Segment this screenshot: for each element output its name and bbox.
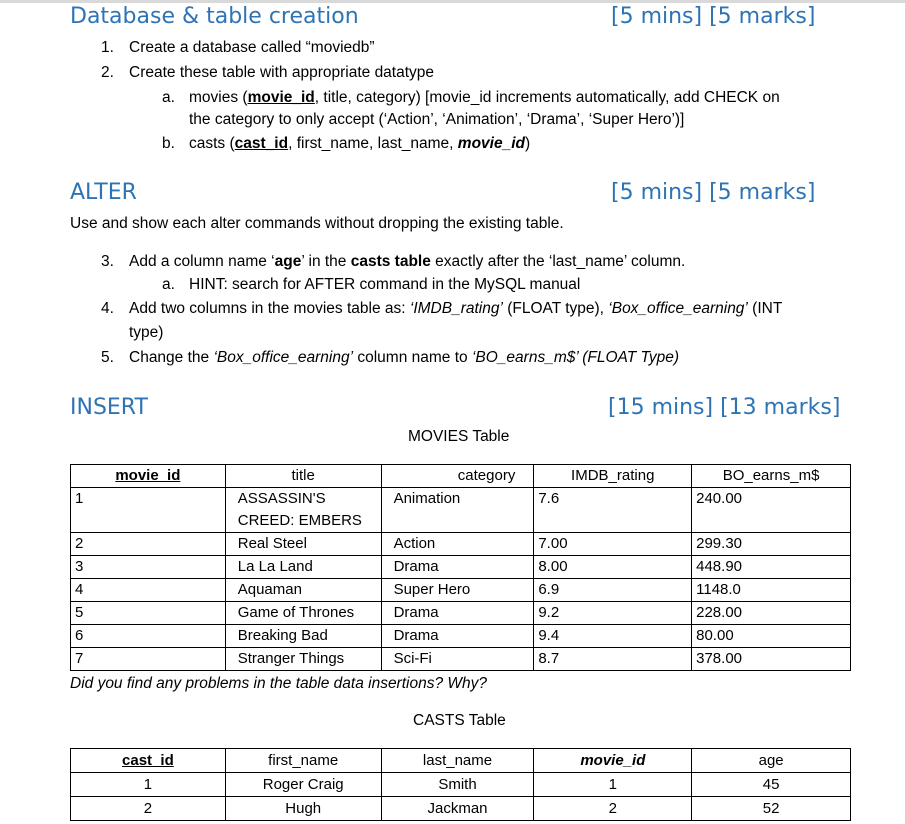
item-number: 5. (101, 349, 114, 366)
instruction-add-columns: Add two columns in the movies table as: ‘IMDB_rating’ (FLOAT type), ‘Box_office_earning’ (INT (129, 300, 783, 317)
table-row: 3 La La Land Drama 8.00 448.90 (71, 556, 851, 579)
instruction-add-columns-cont: type) (129, 324, 164, 341)
instruction-casts-table: casts (cast_id, first_name, last_name, movie_id) (189, 135, 531, 152)
section-heading-database: Database & table creation (70, 4, 359, 29)
instruction-rename-column: Change the ‘Box_office_earning’ column name to ‘BO_earns_m$’ (FLOAT Type) (129, 349, 679, 366)
table-row: 2 Hugh Jackman 2 52 (71, 797, 851, 821)
casts-header-age: age (692, 749, 851, 773)
section-meta-insert: [15 mins] [13 marks] (608, 395, 841, 420)
item-letter: a. (162, 89, 175, 106)
movies-header-bo-earns: BO_earns_m$ (692, 465, 851, 488)
movies-table-caption: MOVIES Table (408, 428, 510, 445)
casts-header-first-name: first_name (225, 749, 381, 773)
instruction-create-database: Create a database called “moviedb” (129, 39, 375, 56)
casts-header-last-name: last_name (381, 749, 534, 773)
item-letter: b. (162, 135, 175, 152)
movies-header-row (71, 465, 851, 488)
table-row: 7 Stranger Things Sci-Fi 8.7 378.00 (71, 648, 851, 671)
item-letter: a. (162, 276, 175, 293)
primary-key-movie-id: movie_id (247, 89, 315, 106)
table-row: 5 Game of Thrones Drama 9.2 228.00 (71, 602, 851, 625)
section-meta-alter: [5 mins] [5 marks] (611, 180, 816, 205)
instruction-create-tables: Create these table with appropriate datatype (129, 64, 435, 81)
hint-after-command: HINT: search for AFTER command in the MySQL manual (189, 276, 581, 293)
casts-header-cast-id: cast_id (71, 749, 226, 773)
movies-header-imdb-rating: IMDB_rating (534, 465, 692, 488)
insertion-question: Did you find any problems in the table data insertions? Why? (70, 675, 488, 692)
table-row-continuation: CREED: EMBERS (71, 510, 851, 533)
movies-header-category: category (381, 465, 534, 488)
casts-table (70, 748, 851, 821)
instruction-movies-table-cont: the category to only accept (‘Action’, ‘Animation’, ‘Drama’, ‘Super Hero’)] (189, 111, 685, 128)
primary-key-cast-id: cast_id (234, 135, 289, 152)
page-top-border (0, 0, 905, 3)
item-number: 1. (101, 39, 114, 56)
alter-intro: Use and show each alter commands without dropping the existing table. (70, 215, 564, 232)
movies-header-title: title (225, 465, 381, 488)
casts-header-row (71, 749, 851, 773)
section-heading-alter: ALTER (70, 180, 137, 205)
table-row: 2 Real Steel Action 7.00 299.30 (71, 533, 851, 556)
casts-table-caption: CASTS Table (413, 712, 506, 729)
movies-table (70, 464, 851, 671)
item-number: 2. (101, 64, 114, 81)
section-heading-insert: INSERT (70, 395, 148, 420)
instruction-movies-table: movies (movie_id, title, category) [movie_id increments automatically, add CHECK on (189, 89, 780, 106)
instruction-add-age: Add a column name ‘age’ in the casts table exactly after the ‘last_name’ column. (129, 253, 686, 270)
table-row: 1 ASSASSIN'S Animation 7.6 240.00 (71, 488, 851, 511)
item-number: 4. (101, 300, 114, 317)
item-number: 3. (101, 253, 114, 270)
table-row: 6 Breaking Bad Drama 9.4 80.00 (71, 625, 851, 648)
foreign-key-movie-id: movie_id (457, 135, 525, 152)
section-meta-database: [5 mins] [5 marks] (611, 4, 816, 29)
table-row: 4 Aquaman Super Hero 6.9 1148.0 (71, 579, 851, 602)
table-row: 1 Roger Craig Smith 1 45 (71, 773, 851, 797)
movies-header-movie-id: movie_id (71, 465, 226, 488)
casts-header-movie-id: movie_id (534, 749, 692, 773)
